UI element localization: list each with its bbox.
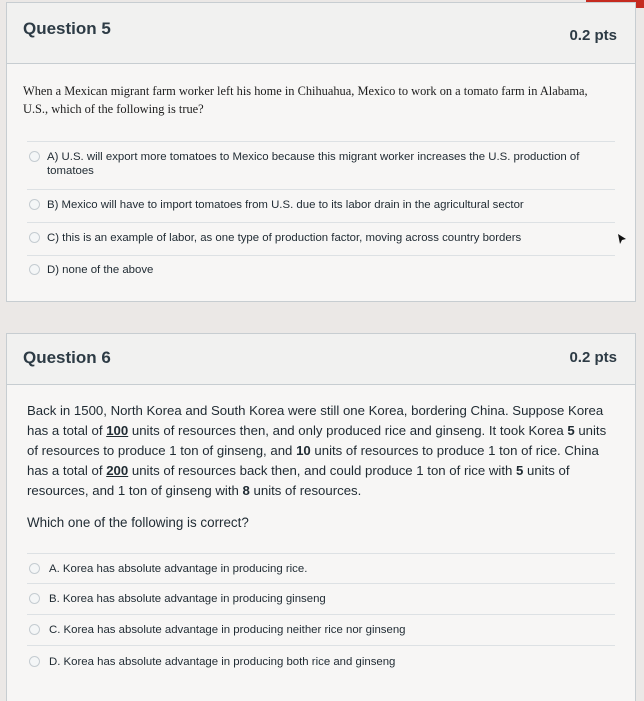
- answer-label: C) this is an example of labor, as one type of production factor, moving across country borders: [47, 232, 522, 244]
- answer-option-b[interactable]: [27, 189, 615, 222]
- radio-button[interactable]: [29, 624, 40, 635]
- radio-button[interactable]: [29, 593, 40, 604]
- question-prompt: Which one of the following is correct?: [27, 515, 249, 530]
- answer-option-c[interactable]: [27, 614, 615, 646]
- answer-option-b[interactable]: [27, 583, 615, 615]
- question-title: Question 6: [23, 348, 111, 367]
- answer-label: B) Mexico will have to import tomatoes from U.S. due to its labor drain in the agricultural sector: [47, 199, 524, 211]
- answer-option-d[interactable]: [27, 255, 615, 288]
- answer-option-c[interactable]: [27, 222, 615, 255]
- answer-option-a[interactable]: [27, 141, 615, 188]
- answer-label: A. Korea has absolute advantage in producing rice.: [49, 563, 308, 575]
- answer-label: D) none of the above: [47, 264, 154, 276]
- question-header: [7, 3, 635, 64]
- cursor-icon: [617, 233, 627, 245]
- question-points: 0.2 pts: [569, 349, 617, 366]
- radio-button[interactable]: [29, 656, 40, 667]
- answer-label: B. Korea has absolute advantage in producing ginseng: [49, 593, 326, 605]
- radio-button[interactable]: [29, 232, 40, 243]
- question-points: 0.2 pts: [569, 27, 617, 44]
- answer-option-d[interactable]: [27, 645, 615, 679]
- question-text: When a Mexican migrant farm worker left his home in Chihuahua, Mexico to work on a tomato farm in Alabama, U.S., which of the following is true?: [23, 84, 588, 116]
- question-header: [7, 334, 635, 385]
- answer-label: C. Korea has absolute advantage in producing neither rice nor ginseng: [49, 624, 406, 636]
- radio-button[interactable]: [29, 264, 40, 275]
- answer-option-a[interactable]: [27, 553, 615, 584]
- question-title: Question 5: [23, 19, 111, 38]
- question-5-panel: [6, 2, 636, 302]
- question-text: Back in 1500, North Korea and South Korea were still one Korea, bordering China. Suppose Korea has a total of 100 units of resources then, and only produced rice and ginseng. It took Korea 5 units of resources to produce 1 ton of ginseng, and 10 units of resources to produce 1 ton of rice. China has a total of 200 units of resources back then, and could produce 1 ton of rice with 5 units of resources, and 1 ton of ginseng with 8 units of resources.: [27, 403, 607, 498]
- question-6-panel: [6, 333, 636, 701]
- radio-button[interactable]: [29, 199, 40, 210]
- radio-button[interactable]: [29, 151, 40, 162]
- answer-label: A) U.S. will export more tomatoes to Mexico because this migrant worker increases the U.S. production of tomatoes: [47, 151, 580, 177]
- radio-button[interactable]: [29, 563, 40, 574]
- answer-label: D. Korea has absolute advantage in producing both rice and ginseng: [49, 656, 396, 668]
